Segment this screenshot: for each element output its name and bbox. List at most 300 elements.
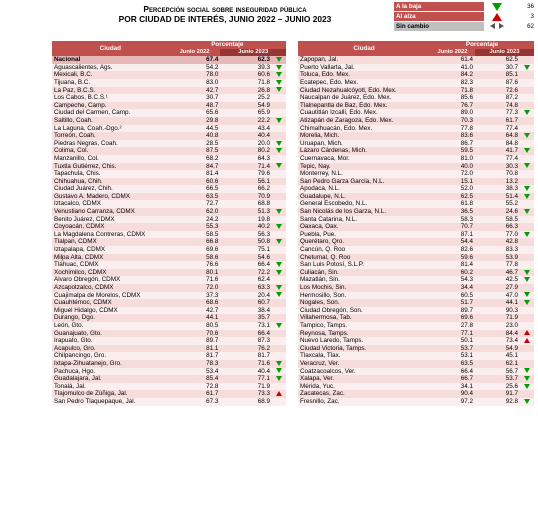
legend-count-down: 36 [510,2,536,12]
value-2023: 44.1 [475,299,520,307]
down-arrow-icon [520,132,534,140]
city-name: Iztacalco, CDMX [52,200,169,208]
trend-indicator [520,170,534,178]
value-2022: 50.1 [430,337,475,345]
table-row [52,390,286,398]
legend-row-down [394,2,536,12]
col-header-percentage: Porcentaje [169,41,286,49]
value-2023: 35.7 [220,314,272,322]
city-name: Nuevo Laredo, Tamps. [298,337,430,345]
value-2022: 66.8 [169,238,221,246]
value-2023: 65.9 [220,109,272,117]
table-row [298,345,534,353]
value-2022: 30.7 [169,94,221,102]
value-2022: 82.3 [430,79,475,87]
city-name: Campeche, Camp. [52,102,169,110]
table-row [298,200,534,208]
city-name: Ciudad Juárez, Chih. [52,185,169,193]
value-2023: 40.4 [220,368,272,376]
table-row [298,208,534,216]
down-arrow-icon [272,368,286,376]
table-row [52,337,286,345]
city-name: Tlajomulco de Zúñiga, Jal. [52,390,169,398]
value-2023: 62.1 [475,360,520,368]
value-2023: 54.6 [220,254,272,262]
value-2022: 84.2 [430,71,475,79]
table-row [52,163,286,171]
legend-count-up: 3 [510,12,536,22]
table-row [298,254,534,262]
trend-indicator [520,254,534,262]
city-name: Puebla, Pue. [298,231,430,239]
value-2023: 58.5 [475,216,520,224]
table-row [298,102,534,110]
value-2023: 64.8 [475,132,520,140]
down-arrow-icon [520,375,534,383]
value-2022: 37.3 [169,292,221,300]
value-2023: 72.2 [220,269,272,277]
value-2023: 84.8 [475,140,520,148]
city-name: General Escobedo, N.L. [298,200,430,208]
value-2022: 72.8 [169,383,221,391]
value-2023: 42.5 [475,276,520,284]
trend-indicator [520,390,534,398]
value-2022: 63.5 [430,360,475,368]
city-name: Lázaro Cárdenas, Mich. [298,147,430,155]
trend-indicator [520,345,534,353]
table-row [52,170,286,178]
value-2023: 77.4 [475,155,520,163]
trend-indicator [520,360,534,368]
city-name: Santa Catarina, N.L. [298,216,430,224]
value-2022: 97.2 [430,398,475,406]
city-name: Atizapán de Zaragoza, Edo. Mex. [298,117,430,125]
value-2022: 54.2 [169,64,221,72]
trend-indicator [520,178,534,186]
down-arrow-icon [272,71,286,79]
value-2022: 61.4 [430,56,475,64]
value-2022: 68.6 [169,299,221,307]
value-2023: 92.8 [475,398,520,406]
table-row [298,71,534,79]
value-2022: 59.6 [430,254,475,262]
value-2022: 70.6 [169,330,221,338]
table-row [52,56,286,64]
value-2022: 89.7 [169,337,221,345]
value-2022: 58.3 [430,216,475,224]
city-name: Oaxaca, Oax. [298,223,430,231]
city-name: Tonalá, Jal. [52,383,169,391]
table-row [298,140,534,148]
value-2023: 71.9 [220,383,272,391]
down-arrow-icon [520,163,534,171]
city-name: Apodaca, N.L. [298,185,430,193]
value-2022: 34.4 [430,284,475,292]
city-name: Tlalpan, CDMX [52,238,169,246]
trend-indicator [272,193,286,201]
table-row [298,117,534,125]
table-row [298,322,534,330]
value-2023: 75.1 [220,246,272,254]
value-2023: 66.4 [220,261,272,269]
legend-count-same: 62 [510,22,536,32]
down-arrow-icon [272,56,286,64]
down-arrow-icon [272,238,286,246]
value-2023: 43.4 [220,125,272,133]
city-name: Nogales, Son. [298,299,430,307]
city-name: Guanajuato, Gto. [52,330,169,338]
value-2023: 62.3 [220,56,272,64]
down-arrow-icon [272,79,286,87]
city-name: Tlaxcala, Tlax. [298,352,430,360]
value-2022: 80.5 [169,322,221,330]
trend-indicator [272,125,286,133]
table-row [298,307,534,315]
table-row [298,368,534,376]
down-arrow-icon [272,223,286,231]
trend-indicator [520,216,534,224]
table-row [52,261,286,269]
table-row [298,87,534,95]
value-2022: 29.8 [169,117,221,125]
table-row [298,193,534,201]
city-name: Zacatecas, Zac. [298,390,430,398]
trend-indicator [272,337,286,345]
city-name: Hermosillo, Son. [298,292,430,300]
value-2022: 48.7 [169,102,221,110]
table-row [298,238,534,246]
table-row [52,322,286,330]
city-name: Querétaro, Qro. [298,238,430,246]
down-arrow-icon [520,299,534,307]
value-2023: 51.4 [475,193,520,201]
table-row [298,337,534,345]
value-2023: 20.4 [220,292,272,300]
down-arrow-icon [272,322,286,330]
value-2022: 89.0 [430,109,475,117]
table-row [298,246,534,254]
value-2023: 90.3 [475,307,520,315]
city-name: Irapuato, Gto. [52,337,169,345]
value-2022: 15.1 [430,178,475,186]
value-2023: 50.8 [220,238,272,246]
left-right-arrow-icon [484,22,510,32]
table-row [52,178,286,186]
value-2023: 77.3 [475,109,520,117]
table-row [52,284,286,292]
trend-indicator [520,140,534,148]
value-2022: 71.6 [169,276,221,284]
value-2023: 60.6 [220,71,272,79]
city-name: Toluca, Edo. Mex. [298,71,430,79]
value-2022: 65.6 [169,109,221,117]
value-2023: 70.9 [220,193,272,201]
city-name: Morelia, Mich. [298,132,430,140]
table-row [52,117,286,125]
city-name: Tuxtla Gutiérrez, Chis. [52,163,169,171]
city-name: Ciudad Victoria, Tamps. [298,345,430,353]
city-name: La Paz, B.C.S. [52,87,169,95]
table-row [298,390,534,398]
trend-indicator [520,125,534,133]
table-row [52,71,286,79]
table-row [298,178,534,186]
city-name: Azcapotzalco, CDMX [52,284,169,292]
value-2022: 66.5 [169,185,221,193]
value-2022: 41.0 [430,64,475,72]
value-2022: 72.0 [169,284,221,292]
city-name: Los Cabos, B.C.S.¹ [52,94,169,102]
up-arrow-icon [272,390,286,398]
value-2023: 68.8 [220,200,272,208]
city-name: Coatzacoalcos, Ver. [298,368,430,376]
value-2023: 68.9 [220,398,272,406]
value-2022: 72.7 [169,200,221,208]
down-arrow-icon [272,208,286,216]
legend-row-up [394,12,536,22]
table-row [298,185,534,193]
value-2023: 85.1 [475,71,520,79]
value-2022: 60.5 [430,292,475,300]
city-name: San Luis Potosí, S.L.P. [298,261,430,269]
city-name: Guadalupe, N.L. [298,193,430,201]
value-2023: 72.6 [475,87,520,95]
city-name: Villahermosa, Tab. [298,314,430,322]
table-row [52,368,286,376]
table-row [298,125,534,133]
trend-indicator [520,71,534,79]
trend-indicator [272,102,286,110]
trend-indicator [272,254,286,262]
city-name: Milpa Alta, CDMX [52,254,169,262]
up-arrow-icon [520,330,534,338]
city-name: Chetumal, Q. Roo [298,254,430,262]
trend-indicator [272,314,286,322]
value-2022: 24.2 [169,216,221,224]
value-2023: 77.4 [475,125,520,133]
table-row [52,223,286,231]
city-name: Xochimilco, CDMX [52,269,169,277]
value-2022: 81.4 [430,261,475,269]
table-row [52,345,286,353]
value-2023: 64.3 [220,155,272,163]
value-2023: 73.3 [220,390,272,398]
city-name: Monterrey, N.L. [298,170,430,178]
value-2022: 84.7 [169,163,221,171]
trend-indicator [272,132,286,140]
value-2023: 71.4 [220,163,272,171]
table-row [52,94,286,102]
table-row [52,147,286,155]
value-2023: 62.5 [475,56,520,64]
value-2023: 79.6 [220,170,272,178]
value-2022: 70.3 [430,117,475,125]
trend-indicator [272,155,286,163]
table-row [52,140,286,148]
value-2022: 80.1 [169,269,221,277]
city-name: Pachuca, Hgo. [52,368,169,376]
value-2022: 53.7 [430,345,475,353]
value-2022: 60.2 [430,269,475,277]
value-2023: 62.4 [220,276,272,284]
value-2022: 70.7 [430,223,475,231]
city-name: Tampico, Tamps. [298,322,430,330]
value-2022: 71.8 [430,87,475,95]
trend-indicator [272,276,286,284]
down-arrow-icon [520,398,534,406]
value-2023: 22.2 [220,117,272,125]
down-arrow-icon [272,269,286,277]
value-2022: 54.3 [430,276,475,284]
value-2022: 83.6 [430,132,475,140]
trend-indicator [520,79,534,87]
value-2022: 40.0 [430,163,475,171]
value-2023: 61.7 [475,117,520,125]
down-arrow-icon [520,231,534,239]
trend-indicator [520,155,534,163]
legend-label-down: A la baja [394,2,484,12]
table-row [52,208,286,216]
city-name: Manzanillo, Col. [52,155,169,163]
col-header-city-right: Ciudad [298,41,430,56]
table-row [298,94,534,102]
value-2022: 58.5 [169,231,221,239]
table-row [52,398,286,406]
down-arrow-icon [272,163,286,171]
city-name: Ciudad Obregón, Son. [298,307,430,315]
value-2023: 30.7 [475,64,520,72]
city-name: Tijuana, B.C. [52,79,169,87]
trend-indicator [272,352,286,360]
city-name: Cancún, Q. Roo [298,246,430,254]
title-line-1: Percepción social sobre inseguridad pública [143,4,307,14]
table-row [52,246,286,254]
trend-indicator [272,307,286,315]
city-name: Los Mochis, Sin. [298,284,430,292]
table-row [52,200,286,208]
value-2022: 53.1 [430,352,475,360]
value-2023: 25.6 [475,383,520,391]
table-row [298,284,534,292]
col-header-city: Ciudad [52,41,169,56]
value-2022: 87.1 [430,231,475,239]
table-row [298,375,534,383]
table-row [52,216,286,224]
down-arrow-icon [520,383,534,391]
value-2022: 86.7 [430,140,475,148]
value-2023: 60.7 [220,299,272,307]
trend-indicator [520,314,534,322]
value-2022: 61.7 [169,390,221,398]
trend-indicator [520,117,534,125]
city-name: Culiacán, Sin. [298,269,430,277]
value-2022: 90.4 [430,390,475,398]
city-name: Cuernavaca, Mor. [298,155,430,163]
table-row [52,254,286,262]
value-2023: 40.4 [220,132,272,140]
up-arrow-icon [520,337,534,345]
value-2023: 51.3 [220,208,272,216]
city-name: Puerto Vallarta, Jal. [298,64,430,72]
table-row [298,56,534,64]
value-2022: 81.4 [169,170,221,178]
value-2022: 89.7 [430,307,475,315]
value-2022: 69.6 [430,314,475,322]
city-name: Reynosa, Tamps. [298,330,430,338]
trend-indicator [520,94,534,102]
trend-indicator [520,352,534,360]
value-2023: 40.2 [220,223,272,231]
trend-indicator [520,87,534,95]
city-name: Saltillo, Coah. [52,117,169,125]
value-2023: 71.9 [475,314,520,322]
value-2022: 44.1 [169,314,221,322]
city-name: León, Gto. [52,322,169,330]
table-row [298,79,534,87]
trend-indicator [520,102,534,110]
city-name: Tlalnepantla de Baz, Edo. Mex. [298,102,430,110]
city-name: Durango, Dgo. [52,314,169,322]
table-row [298,383,534,391]
table-row [52,352,286,360]
trend-indicator [272,185,286,193]
table-row [298,216,534,224]
down-arrow-icon [520,368,534,376]
table-row [298,269,534,277]
value-2023: 55.2 [475,200,520,208]
table-row [298,352,534,360]
value-2022: 61.8 [430,200,475,208]
value-2022: 52.0 [430,185,475,193]
value-2022: 76.7 [430,102,475,110]
value-2022: 78.3 [169,360,221,368]
city-name: Coyoacán, CDMX [52,223,169,231]
city-name: San Nicolás de los Garza, N.L. [298,208,430,216]
trend-indicator [272,299,286,307]
value-2022: 40.8 [169,132,221,140]
trend-indicator [272,109,286,117]
table-row [298,223,534,231]
trend-indicator [272,330,286,338]
table-row [52,155,286,163]
table-row [298,147,534,155]
value-2023: 63.3 [220,284,272,292]
city-table-left [52,41,286,406]
table-row [298,155,534,163]
city-name: Cuautitlán Izcalli, Edo. Mex. [298,109,430,117]
table-row [52,79,286,87]
trend-indicator [272,178,286,186]
value-2023: 84.4 [475,330,520,338]
value-2022: 77.1 [430,330,475,338]
city-name: Fresnillo, Zac. [298,398,430,406]
value-2022: 58.6 [169,254,221,262]
trend-indicator [272,383,286,391]
down-arrow-icon [520,276,534,284]
value-2022: 60.6 [169,178,221,186]
value-2022: 66.7 [430,375,475,383]
up-arrow-icon [484,12,510,22]
city-name: Miguel Hidalgo, CDMX [52,307,169,315]
table-row [298,330,534,338]
table-row [52,307,286,315]
city-name: Cuajimalpa de Morelos, CDMX [52,292,169,300]
trend-indicator [272,200,286,208]
value-2023: 23.0 [475,322,520,330]
value-2023: 13.2 [475,178,520,186]
table-row [52,231,286,239]
trend-indicator [520,322,534,330]
